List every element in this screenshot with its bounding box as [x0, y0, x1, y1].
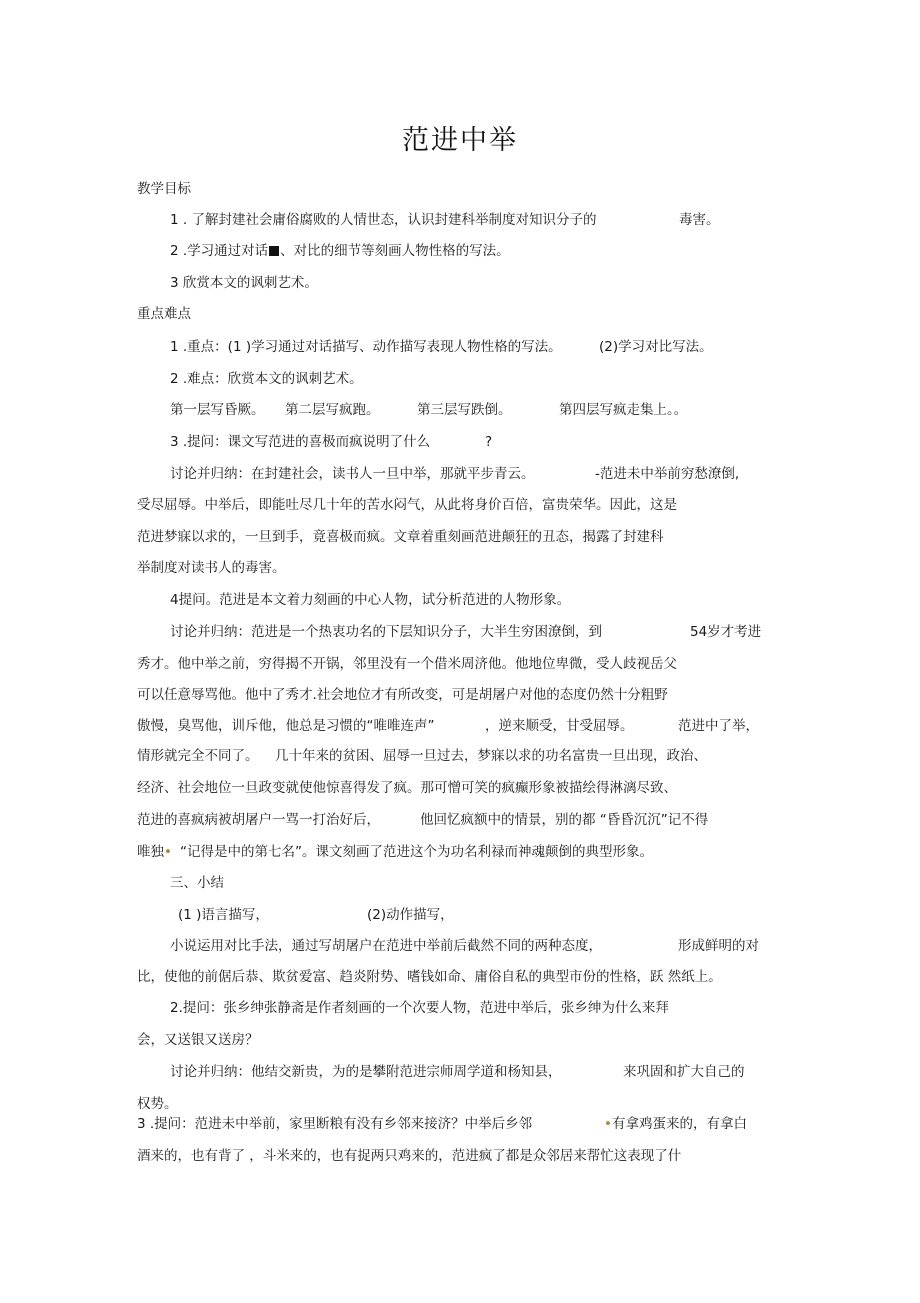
question-4-text: 4提问。范进是本文着力刻画的中心人物，试分析范进的人物形象。: [170, 592, 571, 608]
question-3-text: 3 .提问：课文写范进的喜极而疯说明了什么: [170, 434, 431, 450]
discussion-2-line-4-c: 范进中了举，: [678, 718, 759, 734]
discussion-1-line-3: 范进梦寐以求的，一旦到手，竟喜极而疯。文章着重刻画范进颠狂的丑态，揭露了封建科: [137, 529, 664, 545]
discussion-2-line-5-a: 情形就完全不同了。: [137, 748, 259, 764]
layer-3: 第三层写跌倒。: [417, 402, 512, 418]
goal-1-tail: 毒害。: [679, 212, 720, 228]
goal-3-text: 3 欣赏本文的讽刺艺术。: [170, 275, 318, 291]
goal-2-text-a: 2 .学习通过对话: [170, 243, 269, 259]
key-1-text: 1 .重点：(1 )学习通过对话描写、动作描写表现人物性格的写法。: [170, 339, 562, 355]
discussion-2-line-4-a: 傲慢，臭骂他，训斥他，他总是习惯的“唯唯连声”: [137, 718, 435, 734]
black-square-icon: [269, 246, 279, 256]
layer-4: 第四层写疯走集上。。: [559, 402, 688, 418]
question-5-line-1-tail-text: 有拿鸡蛋来的，有拿白: [611, 1116, 747, 1132]
summary-para-line-2: 比，使他的前倨后恭、欺贫爱富、趋炎附势、嗜钱如命、庸俗自私的典型市份的性格，跃 然纸上。: [137, 969, 722, 985]
goal-1-text: 1 . 了解封建社会庸俗腐败的人情世态，认识封建科举制度对知识分子的: [170, 212, 597, 228]
discussion-2-line-7-b: 他回忆疯额中的情景，别的都 “昏昏沉沉”记不得: [420, 812, 709, 828]
discussion-2-line-8-b: “记得是中的第七名”。课文刻画了范进这个为功名利禄而神魂颠倒的典型形象。: [179, 844, 653, 860]
key-heading: 重点难点: [137, 306, 191, 322]
discussion-2-line-4-b: ，逆来顺受，甘受屈辱。: [485, 718, 634, 734]
discussion-1-line-4: 举制度对读书人的毒害。: [137, 560, 286, 576]
question-5-line-1: 3 .提问：范进未中举前，家里断粮有没有乡邻来接济？中举后乡邻: [137, 1116, 533, 1132]
discussion-2-line-1: 讨论并归纳：范进是一个热衷功名的下层知识分子，大半生穷困潦倒，到: [170, 624, 602, 640]
key-2-text: 2 .难点：欣赏本文的讽刺艺术。: [170, 371, 363, 387]
goal-2: [170, 242, 510, 260]
key-1-tail: (2)学习对比写法。: [599, 339, 713, 355]
layer-2: 第二层写疯跑。: [285, 402, 380, 418]
summary-item-2: (2)动作描写，: [367, 907, 454, 923]
discussion-1-line-2: 受尽屈辱。中举后，即能吐尽几十年的苦水闷气，从此将身价百倍，富贵荣华。因此，这是: [137, 497, 677, 513]
question-5-line-2: 酒来的，也有背了 ，斗米来的，也有捉两只鸡来的，范进疯了都是众邻居来帮忙这表现了什: [137, 1148, 682, 1164]
bullet-dot: •: [164, 844, 172, 860]
discussion-2-line-1-tail: 54岁才考进: [690, 624, 762, 640]
summary-heading: 三、小结: [170, 875, 224, 891]
discussion-3-line-1: 讨论并归纳：他结交新贵，为的是攀附范进宗师周学道和杨知县，: [170, 1064, 562, 1080]
bullet-dot-2: •: [604, 1116, 612, 1132]
discussion-3-line-1-tail: 来巩固和扩大自己的: [623, 1064, 745, 1080]
summary-para-line-1: 小说运用对比手法，通过写胡屠户在范进中举前后截然不同的两种态度，: [170, 938, 602, 954]
discussion-2-line-7-a: 范进的喜疯病被胡屠户一骂一打治好后，: [137, 812, 380, 828]
discussion-2-line-8-a: 唯独: [137, 844, 164, 860]
summary-item-1: (1 )语言描写，: [178, 907, 269, 923]
goal-2-text-b: 、对比的细节等刻画人物性格的写法。: [280, 243, 510, 259]
layer-1: 第一层写昏厥。: [170, 402, 265, 418]
goals-heading: 教学目标: [137, 181, 191, 197]
question-3-mark: ?: [485, 434, 493, 450]
discussion-2-line-5-b: 几十年来的贫困、屈辱一旦过去，梦寐以求的功名富贵一旦出现，政治、: [275, 748, 707, 764]
discussion-2-line-2: 秀才。他中举之前，穷得揭不开锅，邻里没有一个借米周济他。他地位卑微，受人歧视岳父: [137, 656, 677, 672]
discussion-2-line-6: 经济、社会地位一旦政变就使他惊喜得发了疯。那可憎可笑的疯癫形象被描绘得淋漓尽致、: [137, 780, 677, 796]
discussion-3-line-2: 权势。: [137, 1096, 178, 1112]
question-5-line-1-tail: [604, 1115, 747, 1133]
discussion-2-line-8: [137, 843, 653, 861]
discussion-1-line-1: 讨论并归纳：在封建社会，读书人一旦中举，那就平步青云。: [170, 466, 535, 482]
page-title: 范进中举: [402, 125, 518, 156]
question-2-line-1: 2.提问：张乡绅张静斋是作者刻画的一个次要人物，范进中举后，张乡绅为什么来拜: [170, 1000, 669, 1016]
discussion-1-line-1-tail: -范进未中举前穷愁潦倒,: [595, 466, 740, 482]
discussion-2-line-3: 可以任意辱骂他。他中了秀才.社会地位才有所改变，可是胡屠户对他的态度仍然十分粗野: [137, 687, 668, 703]
summary-para-line-1-tail: 形成鲜明的对: [678, 938, 759, 954]
question-2-line-2: 会，又送银又送房？: [137, 1032, 259, 1048]
